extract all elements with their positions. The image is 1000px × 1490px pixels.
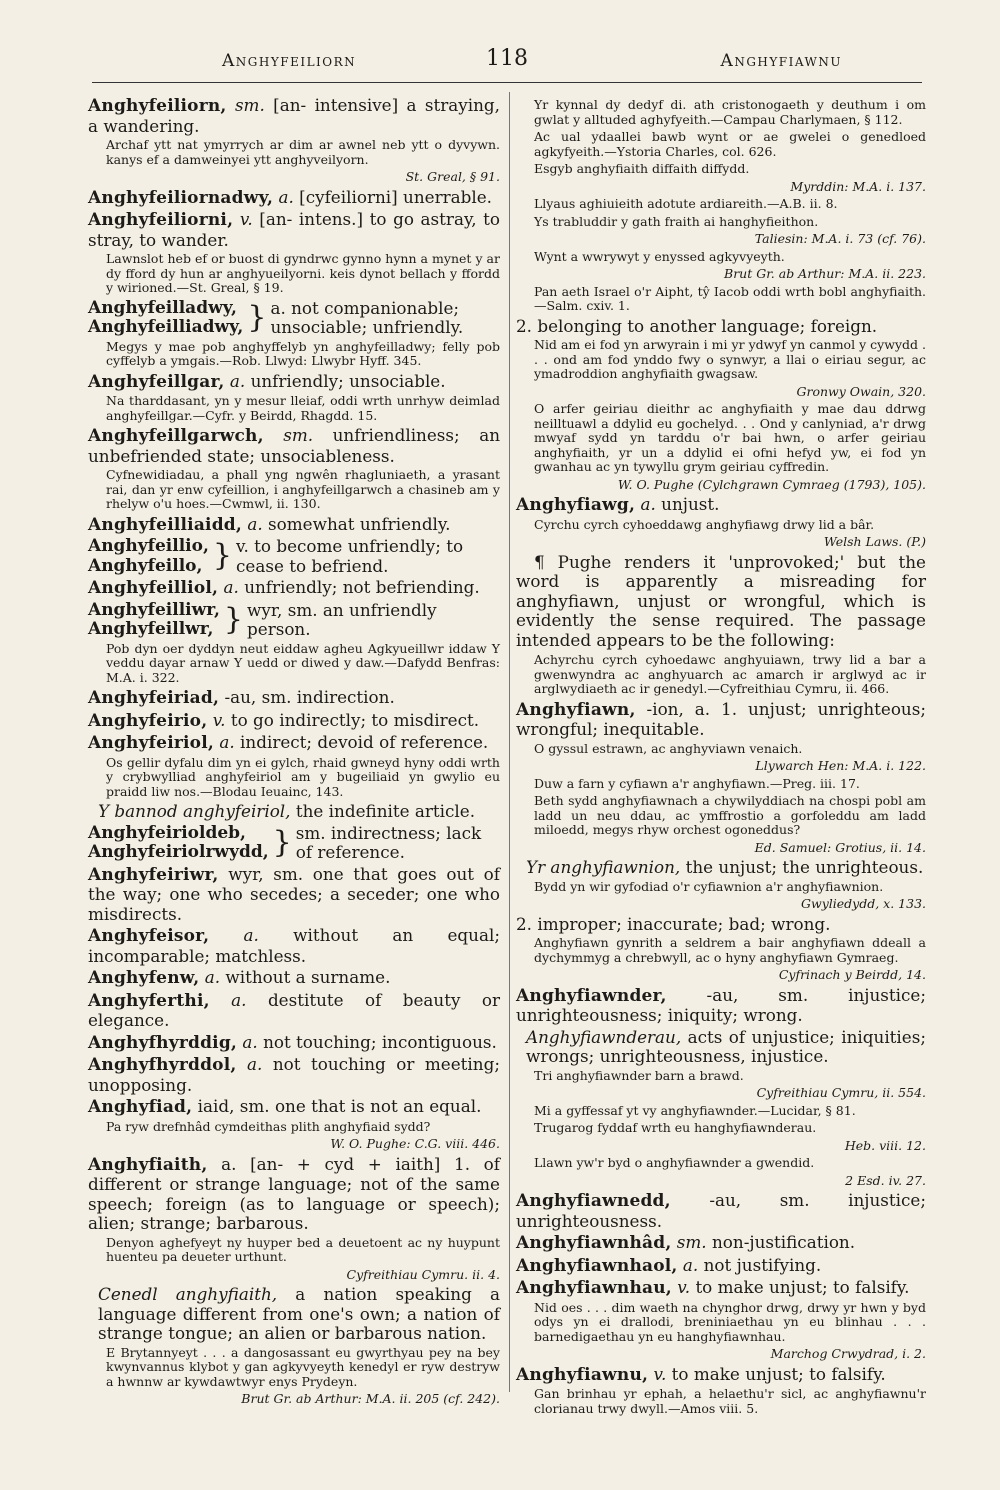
- quotation: Ys trabluddir y gath fraith ai hanghyfieithon.: [534, 213, 819, 229]
- headword: Anghyfeiriol,: [88, 733, 214, 753]
- definition: a. [an- + cyd + iaith] 1. of different or strange language; not of the same speech; foreign (as to language or speech); alien; strange; barbarous.: [88, 1153, 500, 1233]
- citation: Ed. Samuel: Grotius, ii. 14.: [754, 839, 926, 855]
- phrase-term: Y bannod anghyfeiriol,: [98, 801, 291, 821]
- definition: -au, sm. indirection.: [224, 687, 395, 707]
- left-column: [88, 96, 500, 1410]
- headword-variant: Anghyfeillo,: [88, 555, 203, 576]
- entry-anghyfiawnhau: [516, 1278, 926, 1299]
- sense-2: 2. belonging to another language; foreign.: [516, 315, 878, 336]
- citation: Heb. viii. 12.: [844, 1137, 926, 1153]
- entry-anghyfeillgar: [88, 372, 500, 393]
- quotation: Nid oes . . . dim waeth na chynghor drwg, drwy yr hwn y byd odys yn ei drallodi, breniniaethau yn eu blinhau . . . barnedigaethau yn eu hanghyfiawnhau.: [534, 1299, 926, 1344]
- headword: Anghyfeilliwr,: [88, 599, 220, 620]
- quotation: Os gellir dyfalu dim yn ei gylch, rhaid gwneyd hyny oddi wrth y crybwylliad anghyfeiriol am y bugeiliaid yn gwylio eu praidd liw nos.—Blodau Ieuainc, 143.: [106, 754, 500, 799]
- running-header: [92, 46, 922, 82]
- part-of-speech: a.: [231, 989, 247, 1010]
- citation: Welsh Laws. (P.): [823, 534, 926, 549]
- headword: Anghyfeiliorni,: [88, 210, 234, 230]
- definition: not touching; incontiguous.: [263, 1031, 497, 1052]
- entry-anghyfeilliol: [88, 578, 500, 599]
- entry-anghyfeiliornadwy: [88, 188, 500, 209]
- headword: Anghyfeiliornadwy,: [88, 187, 274, 208]
- headword: Anghyfeiriwr,: [88, 864, 219, 885]
- citation: Taliesin: M.A. i. 73 (cf. 76).: [754, 231, 926, 246]
- definition: unfriendliness; an unbefriended state; unsociableness.: [88, 425, 501, 466]
- quotation: Llyaus aghiuieith adotute ardiareith.—A.B. ii. 8.: [534, 196, 838, 211]
- definition: wyr, sm. an unfriendly person.: [247, 599, 437, 639]
- phrase-definition: the indefinite article.: [295, 801, 476, 821]
- citation: 2 Esd. iv. 27.: [845, 1172, 926, 1188]
- part-of-speech: v.: [677, 1277, 691, 1297]
- headword: Anghyfiawnhau,: [516, 1278, 672, 1298]
- headword: Anghyfeisor,: [88, 926, 210, 946]
- part-of-speech: v.: [239, 209, 253, 229]
- headword: Anghyfeirio,: [88, 710, 208, 731]
- quotation: Lawnslot heb ef or buost di gyndrwc gynno hynn a mynet y ar dy fford dy hun ar anghyueilyorni. keis dynot bellach y ffordd y wirioned.—St. Greal, § 19.: [106, 251, 500, 295]
- phrase-term: Cenedl anghyfiaith,: [98, 1284, 278, 1304]
- citation: Brut Gr. ab Arthur: M.A. ii. 205 (cf. 242).: [241, 1391, 500, 1406]
- definition: without a surname.: [225, 967, 391, 987]
- quotation: Pan aeth Israel o'r Aipht, tŷ Iacob oddi wrth bobl anghyfiaith.—Salm. cxiv. 1.: [534, 283, 926, 313]
- part-of-speech: v.: [653, 1363, 667, 1384]
- definition: v. to become unfriendly; to cease to befriend.: [236, 536, 464, 576]
- quotation: Gan brinhau yr ephah, a helaethu'r sicl, ac anghyfiawnu'r clorianau trwy dwyll.—Amos viii. 5.: [534, 1386, 926, 1416]
- entry-anghyfiawnu: [516, 1365, 926, 1386]
- quotation: Cyrchu cyrch cyhoeddawg anghyfiawg drwy lid a bâr.: [534, 516, 875, 532]
- entry-anghyfeisor: [88, 926, 500, 966]
- phrase-definition: acts of unjustice; iniquities; wrongs; unrighteousness, injustice.: [526, 1026, 926, 1066]
- headword: Anghyfeiliorn,: [88, 96, 227, 116]
- definition: [cyfeiliorni] unerrable.: [299, 186, 492, 207]
- header-right-guideword: Anghyfiawnu: [720, 51, 842, 71]
- definition: somewhat unfriendly.: [268, 513, 451, 534]
- brace: }: [272, 824, 292, 860]
- brace: }: [212, 538, 232, 573]
- definition: to make unjust; to falsify.: [695, 1277, 910, 1297]
- quotation: Nid am ei fod yn arwyrain i mi yr ydwyf yn canmol y cywydd . . . ond am fod ynddo fwy o synwyr, a llai o eiriau segur, ac ymadroddion anghyfiaith gwagsaw.: [534, 337, 926, 381]
- headword: Anghyfiawnhaol,: [516, 1255, 678, 1276]
- headword: Anghyfiaith,: [88, 1154, 208, 1175]
- headword: Anghyfeilliaidd,: [88, 514, 243, 535]
- citation: Cyfreithiau Cymru, ii. 554.: [756, 1085, 926, 1100]
- phrase-definition: a nation speaking a language different from one's own; a nation of strange tongue; an alien or barbarous nation.: [98, 1284, 500, 1343]
- quotation: Duw a farn y cyfiawn a'r anghyfiawn.—Preg. iii. 17.: [534, 775, 860, 791]
- definition: [an- intens.] to go astray, to stray, to wander.: [88, 209, 500, 250]
- definition: unfriendly; unsociable.: [250, 370, 446, 391]
- entry-anghyfeilliwr: [88, 601, 500, 640]
- quotation: Pa ryw drefnhâd cymdeithas plith anghyfiaid sydd?: [106, 1118, 431, 1134]
- entry-anghyfeillio: [88, 537, 500, 576]
- citation: Cyfrinach y Beirdd, 14.: [778, 967, 926, 982]
- definition: -ion, a. 1. unjust; unrighteous; wrongful; inequitable.: [516, 698, 926, 739]
- part-of-speech: a.: [219, 732, 235, 752]
- phrase: [88, 802, 500, 822]
- headword: Anghyfeillio,: [88, 536, 209, 556]
- quotation: Ac ual ydaallei bawb wynt or ae gwelei o genedloed agkyfyeith.—Ystoria Charles, col. 626.: [534, 129, 926, 159]
- entry-anghyfeilliaidd: [88, 515, 500, 536]
- phrase-term: Yr anghyfiawnion,: [526, 857, 681, 877]
- entry-anghyferthi: [88, 991, 500, 1031]
- phrase-definition: the unjust; the unrighteous.: [685, 857, 924, 877]
- entry-anghyfiawnhad: [516, 1233, 926, 1254]
- part-of-speech: a.: [242, 1031, 258, 1052]
- headword: Anghyfiawnhâd,: [516, 1233, 672, 1253]
- entry-anghyfenw: [88, 968, 500, 989]
- headword: Anghyfiawnedd,: [516, 1191, 671, 1211]
- headword: Anghyfeilliol,: [88, 578, 219, 598]
- quotation: Wynt a wwrywyt y enyssed agkyvyeyth.: [534, 248, 785, 264]
- entry-anghyfeilladwy: [88, 299, 500, 338]
- citation: W. O. Pughe: C.G. viii. 446.: [330, 1136, 500, 1151]
- quotation: Megys y mae pob anghyffelyb yn anghyfeilladwy; felly pob cyffelyb a ymgais.—Rob. Llwyd: Llwybr Hyff. 345.: [106, 338, 500, 368]
- right-column: [516, 96, 926, 1419]
- page-number: 118: [486, 46, 528, 71]
- entry-anghyfiawnhaol: [516, 1256, 926, 1277]
- headword: Anghyfenw,: [88, 968, 200, 988]
- part-of-speech: a.: [247, 513, 263, 534]
- headword: Anghyfeillgar,: [88, 371, 225, 392]
- headword: Anghyfiawnu,: [516, 1364, 649, 1385]
- entry-anghyfiaith: [88, 1155, 500, 1234]
- quotation: Archaf ytt nat ymyrrych ar dim ar awnel neb ytt o dyvywn. kanys ef a damweinyei ytt anghyveilyorn.: [106, 137, 500, 167]
- definition: iaid, sm. one that is not an equal.: [197, 1096, 482, 1116]
- part-of-speech: a.: [223, 577, 239, 597]
- headword: Anghyfiawn,: [516, 699, 636, 720]
- citation: Marchog Crwydrad, i. 2.: [770, 1346, 926, 1361]
- headword: Anghyferthi,: [88, 990, 210, 1011]
- citation: Myrddin: M.A. i. 137.: [790, 178, 926, 194]
- citation: St. Greal, § 91.: [405, 169, 500, 184]
- entry-anghyfhyrddol: [88, 1055, 500, 1095]
- quotation: E Brytannyeyt . . . a dangosassant eu gwyrthyau pey na bey kwynvannus klybot y gan agkyvyeyth kenedyl er ryw destryw a hwnnw ar kywdawtwyr enys Prydeyn.: [106, 1344, 500, 1389]
- entry-anghyfiawnder: [516, 986, 926, 1026]
- quotation: Denyon aghefyeyt ny huyper bed a deuetoent ac ny huypunt huenteu pa deueter urthunt.: [106, 1234, 500, 1264]
- entry-anghyfeiliorn: [88, 96, 500, 136]
- definition: destitute of beauty or elegance.: [88, 989, 500, 1030]
- definition: wyr, sm. one that goes out of the way; one who secedes; a seceder; one who misdirects.: [88, 863, 500, 924]
- entry-anghyfeirioldeb: [88, 824, 500, 863]
- definition: to go indirectly; to misdirect.: [230, 709, 480, 730]
- headword-variant: Anghyfeillwr,: [88, 619, 214, 639]
- headword: Anghyfiad,: [88, 1097, 193, 1117]
- quotation: Pob dyn oer dyddyn neut eiddaw agheu Agkyueillwr iddaw Y veddu dayar arnaw Y uedd or diwed y daw.—Dafydd Benfras: M.A. i. 322.: [106, 640, 500, 685]
- citation: Gronwy Owain, 320.: [796, 383, 926, 399]
- part-of-speech: a.: [278, 186, 294, 207]
- headword: Anghyfhyrddol,: [88, 1055, 237, 1075]
- definition: unjust.: [661, 494, 720, 514]
- entry-anghyfeiliorni: [88, 210, 500, 250]
- part-of-speech: a.: [204, 967, 221, 987]
- quotation: Tri anghyfiawnder barn a brawd.: [534, 1067, 744, 1083]
- entry-anghyfeillgarwch: [88, 426, 500, 466]
- entry-anghyfeiriwr: [88, 865, 500, 925]
- quotation: Anghyfiawn gynrith a seldrem a bair anghyfiawn ddeall a dychymmyg a chrebwyll, ac o hyny anghyfiawn Gymraeg.: [534, 935, 926, 965]
- part-of-speech: a.: [640, 494, 656, 514]
- definition: to make unjust; to falsify.: [671, 1363, 886, 1384]
- part-of-speech: v.: [212, 709, 226, 730]
- part-of-speech: a.: [243, 925, 259, 945]
- definition: non-justification.: [711, 1232, 856, 1252]
- definition: a. not companionable; unsociable; unfriendly.: [270, 297, 464, 337]
- headword: Anghyfhyrddig,: [88, 1032, 238, 1053]
- entry-anghyfiad: [88, 1097, 500, 1118]
- entry-anghyfhyrddig: [88, 1033, 500, 1054]
- part-of-speech: sm.: [676, 1232, 707, 1252]
- editorial-note: ¶ Pughe renders it 'unprovoked;' but the word is apparently a misreading for anghyfiawn, unjust or wrongful, which is evidently the sense required. The passage intended appears to be the following:: [516, 551, 926, 650]
- part-of-speech: a.: [246, 1054, 263, 1074]
- quotation: O arfer geiriau dieithr ac anghyfiaith y mae dau ddrwg neilltuawl a ddylid eu gochelyd. . . Ond y canlyniad, a'r drwg mwyaf sydd yn tarddu o'r bai hwn, o arfer geiriau anghyfiaith, yr un a ddylid ei ofni hefyd yw, ei fod yn gwanhau ac yn tywyllu grym geiriau cyffredin.: [534, 401, 926, 474]
- headword-variant: Anghyfeiriolrwydd,: [88, 842, 269, 862]
- quotation: Bydd yn wir gyfodiad o'r cyfiawnion a'r anghyfiawnion.: [534, 878, 884, 894]
- header-left-guideword: Anghyfeiliorn: [222, 51, 357, 71]
- headword: Anghyfeillgarwch,: [88, 426, 264, 446]
- definition: -au, sm. injustice; unrighteousness.: [516, 1190, 926, 1231]
- header-rule: [92, 82, 922, 83]
- quotation: Achyrchu cyrch cyhoedawc anghyuiawn, trwy lid a bar a gwenwyndra ac anghyuarch ac amarch ir arglwyd ac ir arglwydiaeth ac ir genedyl.—Cyfreithiau Cymru, ii. 466.: [534, 652, 926, 696]
- definition: sm. indirectness; lack of reference.: [295, 822, 482, 862]
- citation: Cyfreithiau Cymru. ii. 4.: [346, 1266, 500, 1282]
- quotation: Esgyb anghyfiaith diffaith diffydd.: [534, 161, 750, 176]
- entry-anghyfiawn: [516, 700, 926, 740]
- definition: indirect; devoid of reference.: [240, 732, 489, 752]
- entry-anghyfiawnedd: [516, 1191, 926, 1231]
- part-of-speech: sm.: [283, 425, 314, 445]
- brace: }: [223, 601, 244, 637]
- quotation: Mi a gyffessaf yt vy anghyfiawnder.—Lucidar, § 81.: [534, 1102, 856, 1118]
- entry-anghyfiawg: [516, 495, 926, 516]
- quotation: Yr kynnal dy dedyf di. ath cristonogaeth y deuthum i om gwlat y alltuded aghyfyeith.—Campau Charlymaen, § 112.: [534, 97, 926, 127]
- definition: [an- intensive] a straying, a wandering.: [88, 95, 501, 136]
- quotation: O gyssul estrawn, ac anghyviawn venaich.: [534, 740, 803, 756]
- phrase: [88, 1285, 500, 1344]
- headword: Anghyfiawg,: [516, 495, 636, 515]
- definition: -au, sm. injustice; unrighteousness; iniquity; wrong.: [516, 984, 926, 1025]
- phrase-term: Anghyfiawnderau,: [526, 1026, 682, 1047]
- definition: unfriendly; not befriending.: [244, 577, 480, 597]
- quotation: Llawn yw'r byd o anghyfiawnder a gwendid.: [534, 1155, 815, 1170]
- citation: Llywarch Hen: M.A. i. 122.: [755, 758, 926, 773]
- column-divider: [509, 92, 510, 1392]
- entry-anghyfeiriol: [88, 733, 500, 754]
- definition: not touching or meeting; unopposing.: [88, 1054, 500, 1095]
- sense-2: 2. improper; inaccurate; bad; wrong.: [516, 913, 831, 934]
- definition: not justifying.: [703, 1254, 822, 1275]
- citation: Brut Gr. ab Arthur: M.A. ii. 223.: [724, 266, 926, 281]
- quotation: Na tharddasant, yn y mesur lleiaf, oddi wrth unrhyw deimlad anghyfeillgar.—Cyfr. y Beirdd, Rhagdd. 15.: [106, 393, 500, 423]
- quotation: Cyfnewidiadau, a phall yng ngwên rhagluniaeth, a yrasant rai, dan yr enw cyfeillion, i anghyfeillgarwch a chasineb am y rhelyw o'u hoes.—Cwmwl, ii. 130.: [106, 467, 500, 511]
- entry-anghyfeirio: [88, 711, 500, 732]
- definition: without an equal; incomparable; matchless.: [88, 925, 500, 966]
- quotation: Trugarog fyddaf wrth eu hanghyfiawnderau.: [534, 1120, 817, 1135]
- part-of-speech: sm.: [234, 95, 265, 115]
- headword: Anghyfeilladwy,: [88, 297, 237, 318]
- part-of-speech: a.: [229, 370, 246, 391]
- headword-variant: Anghyfeilliadwy,: [88, 317, 244, 337]
- quotation: Beth sydd anghyfiawnach a chywilyddiach na chospi pobl am ladd un neu ddau, ac ymffrostio a gorfoleddu am ladd miloedd, megys rhyw orchest ogoneddus?: [534, 793, 926, 837]
- headword: Anghyfeirioldeb,: [88, 822, 246, 843]
- brace: }: [247, 299, 267, 335]
- phrase: [516, 1028, 926, 1067]
- citation: W. O. Pughe (Cylchgrawn Cymraeg (1793), 105).: [617, 476, 926, 492]
- citation: Gwyliedydd, x. 133.: [801, 896, 926, 911]
- entry-anghyfeiriad: [88, 688, 500, 709]
- headword: Anghyfiawnder,: [516, 985, 667, 1006]
- part-of-speech: a.: [682, 1254, 699, 1275]
- phrase: [516, 858, 926, 878]
- headword: Anghyfeiriad,: [88, 688, 220, 708]
